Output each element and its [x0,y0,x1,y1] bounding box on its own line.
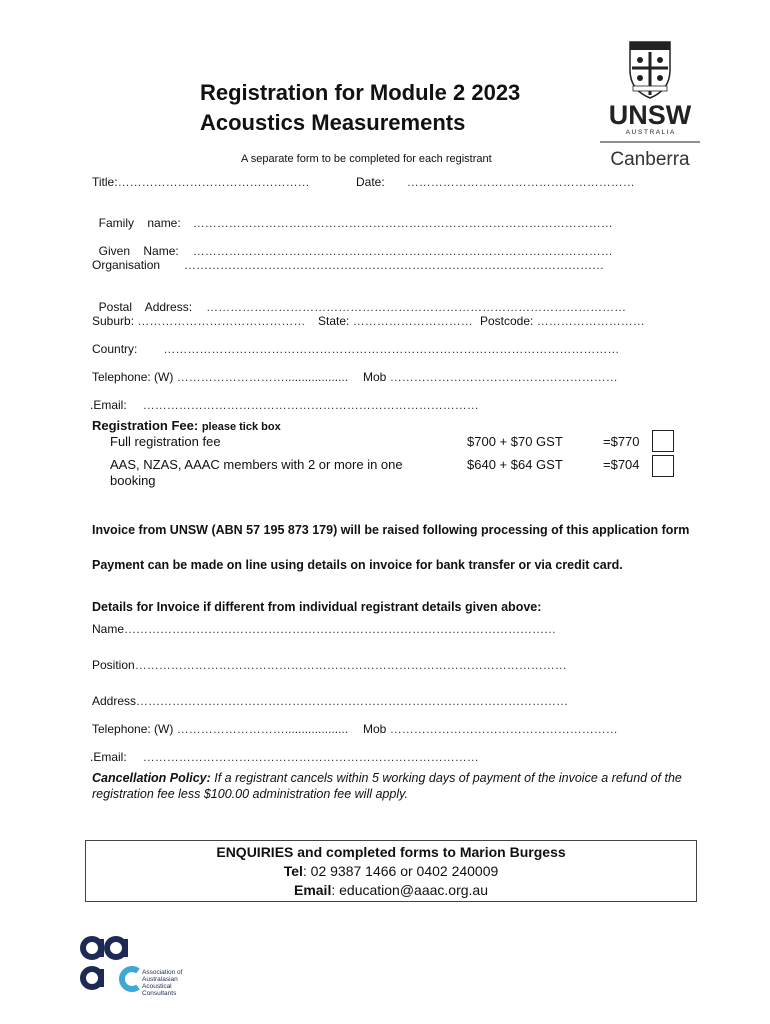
invoice-name-label: Name [92,622,125,636]
enquiries-heading: ENQUIRIES and completed forms to Marion Burgess [216,844,566,860]
title-line-1: Registration for Module 2 2023 [200,80,521,105]
fee-row-price: $700 + $70 GST [467,434,563,449]
organisation-label: Organisation [92,258,161,272]
title-label: Title: [92,175,118,189]
postcode-field[interactable] [480,314,645,328]
tick-box-note: please tick box [201,421,281,433]
suburb-label: Suburb: [92,314,135,328]
fee-row-label: Full registration fee [110,434,221,449]
country-field[interactable] [92,342,619,356]
title-field[interactable] [92,175,310,189]
invoice-telephone-label: Telephone: (W) [92,722,174,736]
invoice-email-dots: ………………………………………………………………………… [142,750,479,764]
invoice-details-heading: Details for Invoice if different from individual registrant details given above: [92,600,542,614]
invoice-address-dots: ……………………………………………………………………………………………… [136,694,569,708]
invoice-email-field[interactable] [90,750,479,764]
invoice-mobile-field[interactable] [363,722,618,736]
enquiries-tel-label: Tel [283,863,303,879]
date-label: Date: [356,175,385,189]
registration-fee-label: Registration Fee: [92,418,199,433]
invoice-email-label: .Email: [90,750,127,764]
invoice-telephone-field[interactable] [92,722,348,736]
postcode-dots: ……………………… [536,314,645,328]
suburb-dots: …………………………………… [137,314,306,328]
enquiries-tel [86,862,696,881]
invoice-mobile-label: Mob [363,722,387,736]
aaac-logo [80,934,200,998]
page-title [200,78,620,138]
email-field[interactable] [90,398,479,412]
aaac-name-line-1: Association of [142,969,183,976]
mobile-label: Mob [363,370,387,384]
cancellation-text: If a registrant cancels within 5 working days of payment of the invoice a refund of the registration fee less $100.00 administration fee will apply. [92,771,682,801]
enquiries-box [85,840,697,902]
postcode-label: Postcode: [480,314,534,328]
invoice-name-field[interactable] [92,622,556,636]
invoice-position-dots: ……………………………………………………………………………………………… [134,658,567,672]
date-field[interactable] [356,175,635,189]
email-label: .Email: [90,398,127,412]
mobile-dots: ………………………………………………… [389,370,618,384]
invoice-address-field[interactable] [92,694,568,708]
fee-row-total: =$770 [603,434,640,449]
family-name-label: Family name: [98,216,181,230]
cancellation-policy [92,770,692,802]
aaac-name-line-4: Consultants [142,990,177,997]
invoice-position-label: Position [92,658,135,672]
invoice-telephone-dots: ………………………................... [176,722,349,736]
member-fee-checkbox[interactable] [652,455,674,477]
aaac-name-line-2: Australasian [142,976,178,983]
unsw-wordmark: UNSW [608,100,692,130]
fee-row-total: =$704 [603,457,640,472]
state-dots: ………………………… [352,314,473,328]
invoice-mobile-dots: ………………………………………………… [389,722,618,736]
family-name-dots: …………………………………………………………………………………………… [192,216,613,230]
postal-address-field[interactable] [92,286,626,314]
country-dots: …………………………………………………………………………………………………… [163,342,620,356]
fee-row-label: AAS, NZAS, AAAC members with 2 or more in one booking [110,457,403,488]
suburb-field[interactable] [92,314,305,328]
state-field[interactable] [318,314,473,328]
family-name-field[interactable] [92,202,613,230]
given-name-field[interactable] [92,230,613,258]
organisation-dots: …………………………………………………………………………………………… [184,258,605,272]
cancellation-label: Cancellation Policy: [92,771,211,785]
given-name-dots: …………………………………………………………………………………………… [192,244,613,258]
given-name-label: Given Name: [98,244,179,258]
aaac-name-line-3: Acoustical [142,983,172,990]
postal-address-label: Postal Address: [98,300,193,314]
invoice-address-label: Address [92,694,137,708]
fee-row-price: $640 + $64 GST [467,457,563,472]
email-dots: ………………………………………………………………………… [142,398,479,412]
enquiries-email-value[interactable]: : education@aaac.org.au [331,882,488,898]
telephone-dots: ………………………................... [176,370,349,384]
telephone-field[interactable] [92,370,348,384]
payment-note: Payment can be made on line using details on invoice for bank transfer or via credit card. [92,558,623,572]
organisation-field[interactable] [92,258,604,272]
invoice-position-field[interactable] [92,658,567,672]
subtitle: A separate form to be completed for each registrant [241,153,492,165]
title-line-2: Acoustics Measurements [200,110,466,135]
title-dots: ………………………………………… [117,175,310,189]
state-label: State: [318,314,350,328]
full-fee-checkbox[interactable] [652,430,674,452]
enquiries-tel-value: : 02 9387 1466 or 0402 240009 [302,863,499,879]
invoice-note: Invoice from UNSW (ABN 57 195 873 179) will be raised following processing of this application form [92,523,690,537]
country-label: Country: [92,342,138,356]
enquiries-email [86,881,696,900]
telephone-label: Telephone: (W) [92,370,174,384]
unsw-campus: Canberra [610,149,690,170]
enquiries-email-label: Email [293,882,332,898]
registration-fee-heading [92,418,281,433]
postal-address-dots: …………………………………………………………………………………………… [206,300,627,314]
date-dots: ………………………………………………… [406,175,635,189]
unsw-country: A U S T R A L I A [625,129,675,136]
mobile-field[interactable] [363,370,618,384]
invoice-name-dots: ……………………………………………………………………………………………… [124,622,557,636]
